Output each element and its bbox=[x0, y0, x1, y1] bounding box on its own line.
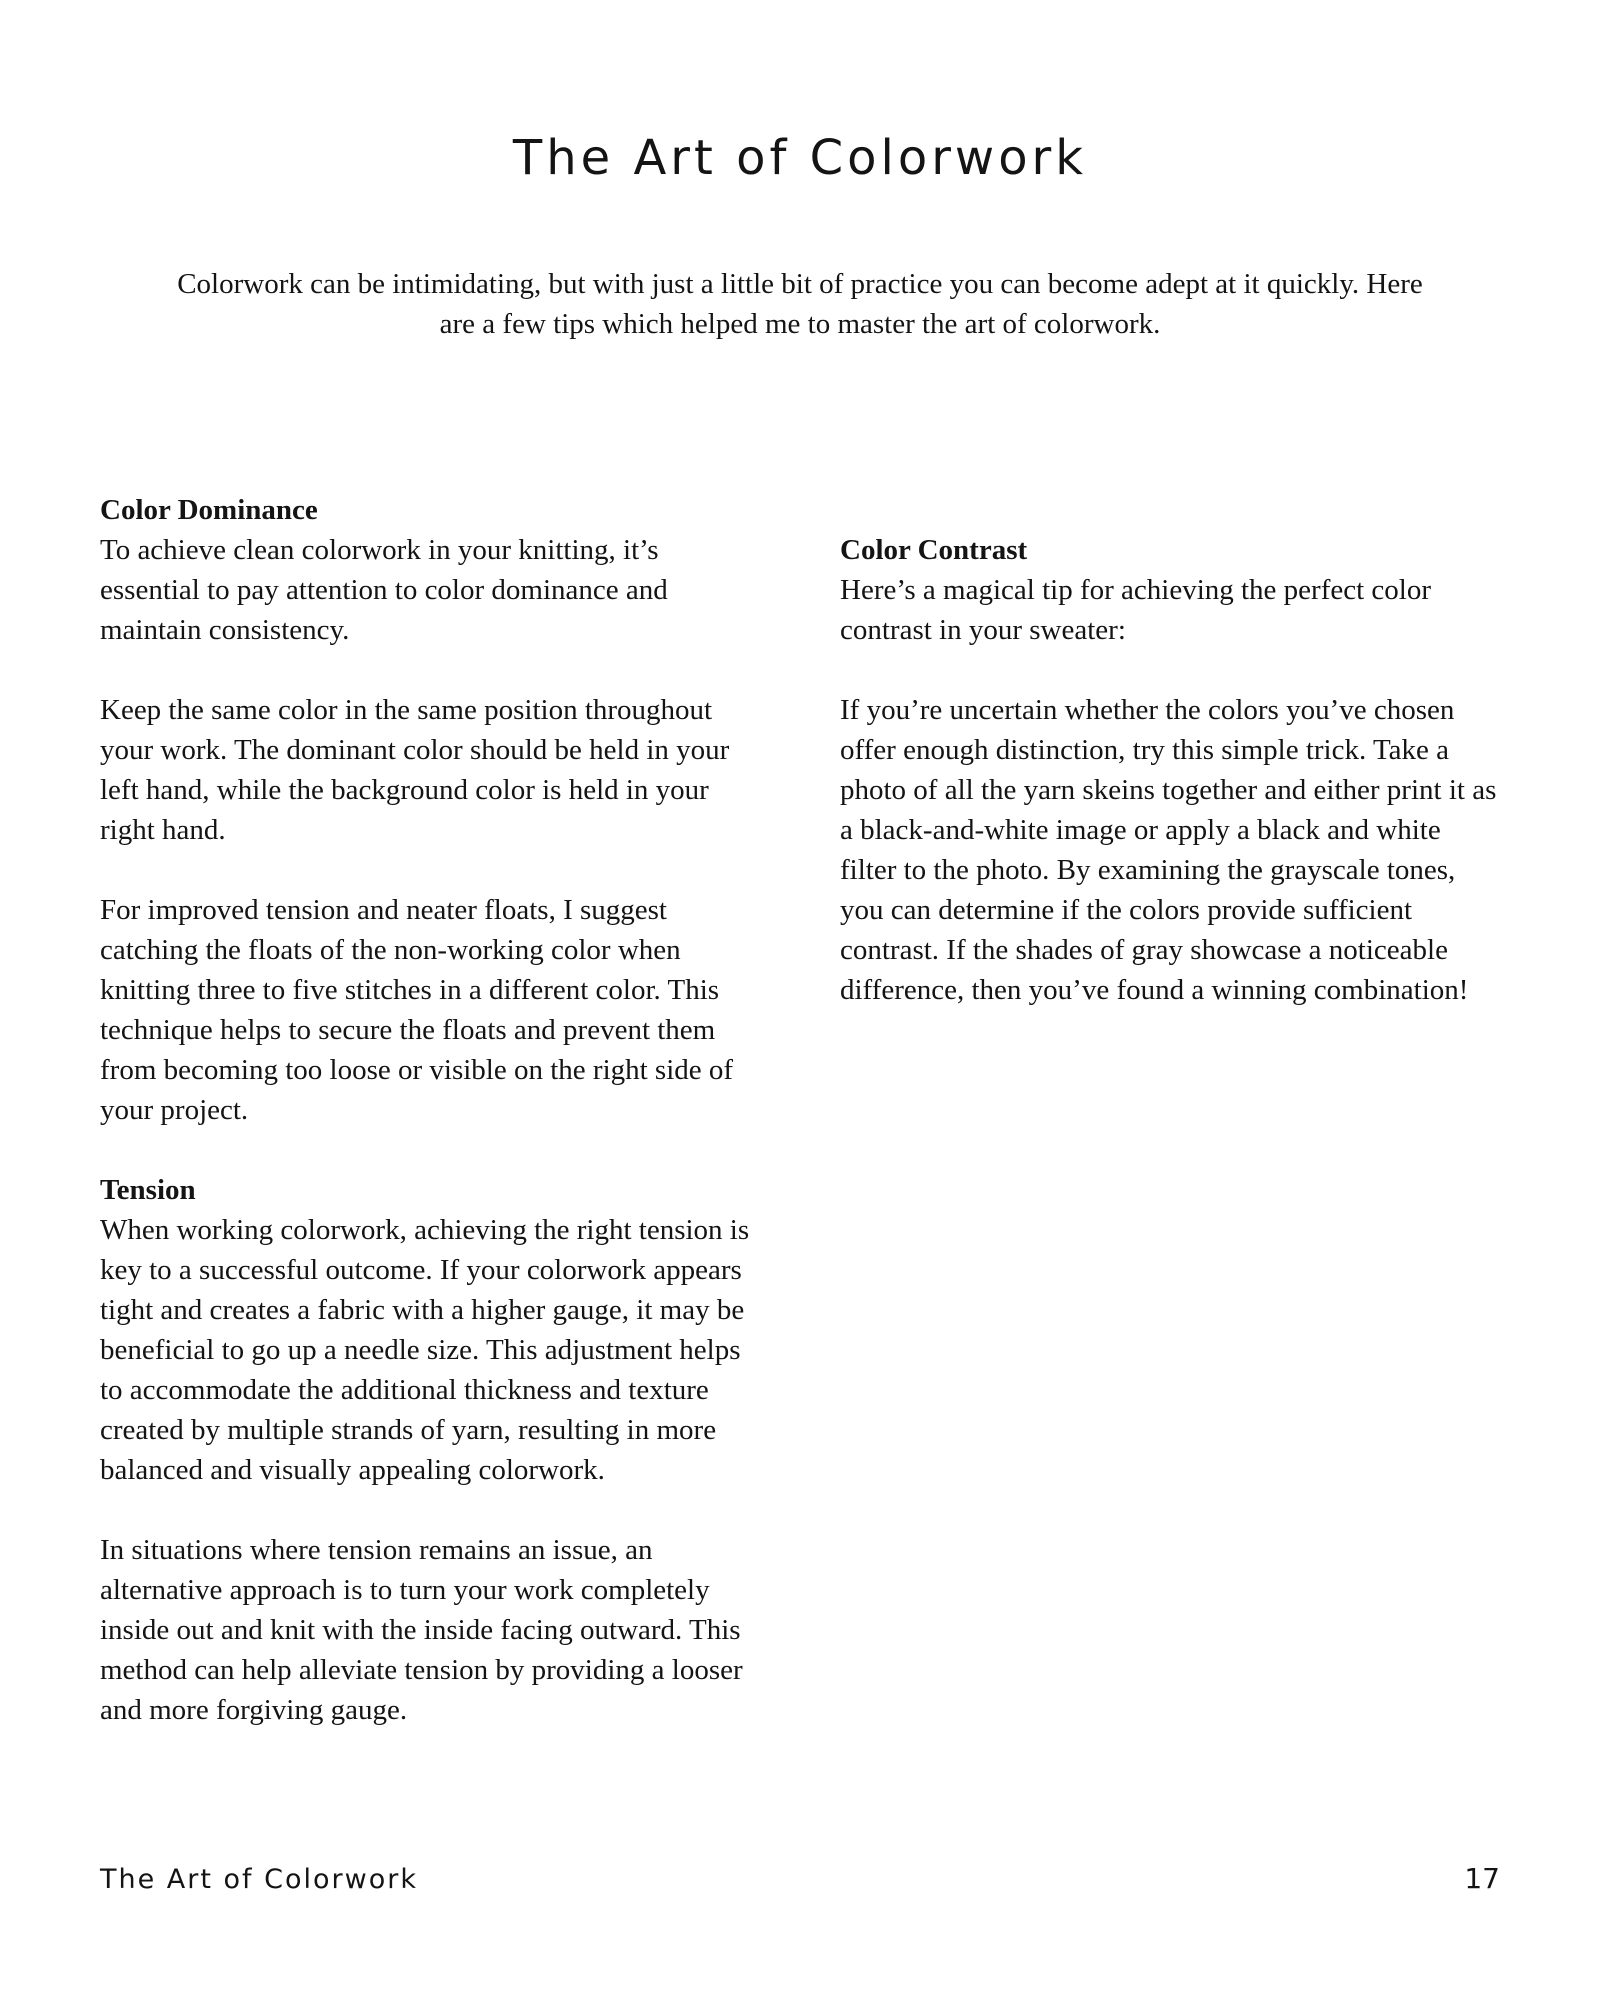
left-column bbox=[100, 490, 760, 1770]
section-color-contrast bbox=[840, 530, 1500, 1010]
right-column bbox=[840, 530, 1500, 1050]
color-dominance-paragraph: To achieve clean colorwork in your knitting, it’s essential to pay attention to color dominance and maintain consistency. bbox=[100, 534, 668, 646]
section-color-dominance bbox=[100, 490, 760, 1130]
color-dominance-paragraph: For improved tension and neater floats, I suggest catching the floats of the non-working color when knitting three to five stitches in a different color. This technique helps to secure the floats and prevent them from becoming too loose or visible on the right side of your project. bbox=[100, 894, 734, 1126]
color-dominance-paragraph: Keep the same color in the same position throughout your work. The dominant color should be held in your left hand, while the background color is held in your right hand. bbox=[100, 694, 730, 846]
tension-paragraph: In situations where tension remains an issue, an alternative approach is to turn your work completely inside out and knit with the inside facing outward. This method can help alleviate tension by providing a looser and more forgiving gauge. bbox=[100, 1534, 743, 1726]
tension-paragraph: When working colorwork, achieving the right tension is key to a successful outcome. If your colorwork appears tight and creates a fabric with a higher gauge, it may be beneficial to go up a needle size. This adjustment helps to accommodate the additional thickness and texture created by multiple strands of yarn, resulting in more balanced and visually appealing colorwork. bbox=[100, 1214, 750, 1486]
section-heading-color-contrast: Color Contrast bbox=[840, 534, 1028, 566]
page-title: The Art of Colorwork bbox=[512, 130, 1088, 186]
section-heading-tension: Tension bbox=[100, 1174, 196, 1206]
page-number: 17 bbox=[1464, 1862, 1500, 1895]
footer-running-title: The Art of Colorwork bbox=[100, 1864, 418, 1895]
color-contrast-paragraph: If you’re uncertain whether the colors you’ve chosen offer enough distinction, try this simple trick. Take a photo of all the yarn skeins together and either print it as a black-and-white image or apply a black and white filter to the photo. By examining the grayscale tones, you can determine if the colors provide sufficient contrast. If the shades of gray showcase a noticeable difference, then you’ve found a winning combination! bbox=[840, 694, 1497, 1006]
section-tension bbox=[100, 1170, 760, 1730]
intro-paragraph: Colorwork can be intimidating, but with just a little bit of practice you can become adept at it quickly. Here are a few tips which helped me to master the art of colorwork. bbox=[177, 268, 1423, 340]
color-contrast-paragraph: Here’s a magical tip for achieving the perfect color contrast in your sweater: bbox=[840, 574, 1432, 646]
section-heading-color-dominance: Color Dominance bbox=[100, 494, 318, 526]
